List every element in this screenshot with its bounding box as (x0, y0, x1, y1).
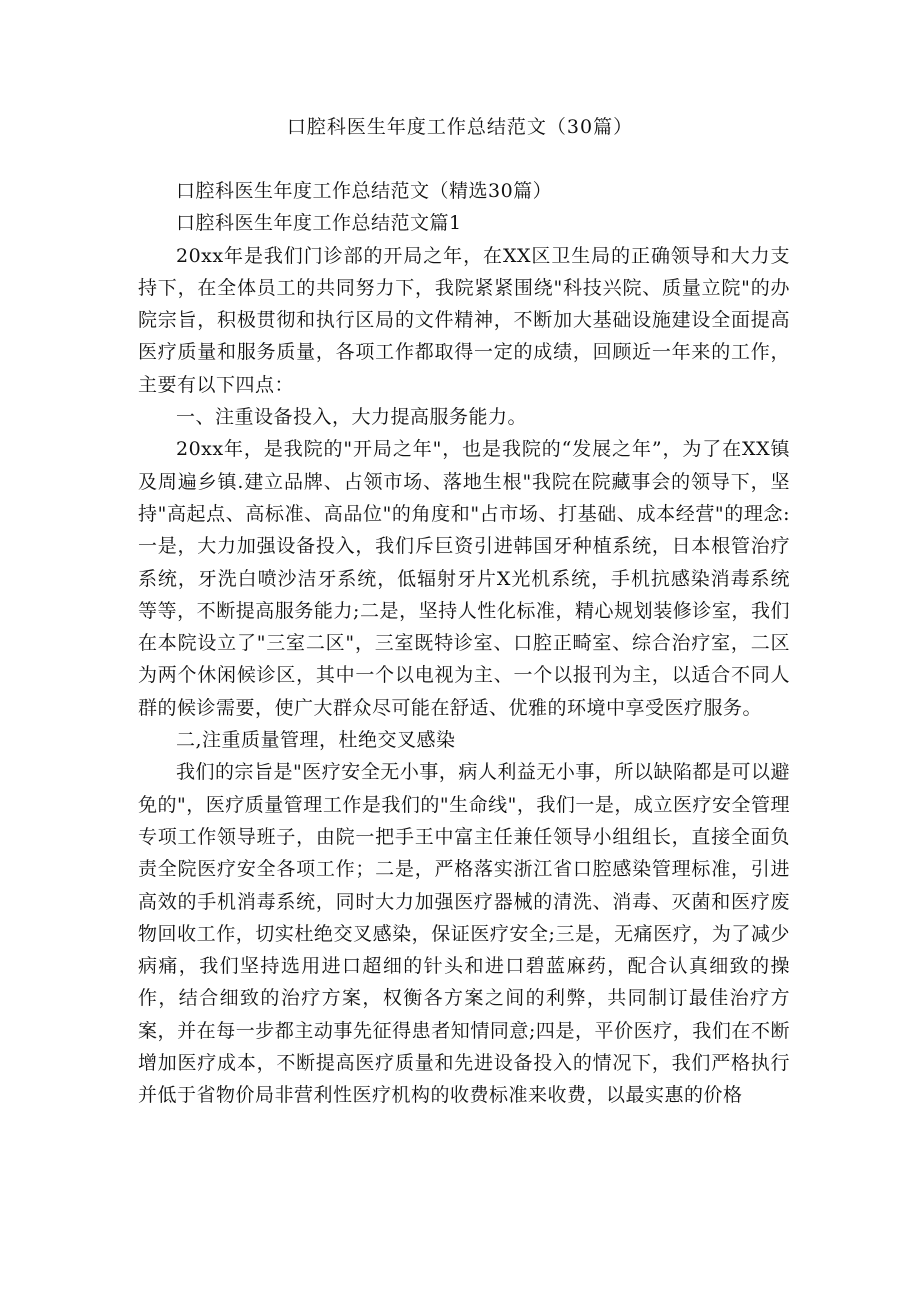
document-title: 口腔科医生年度工作总结范文（30篇） (286, 116, 634, 138)
heading-article-1: 口腔科医生年度工作总结范文篇1 (176, 212, 462, 235)
section-heading-1: 一、注重设备投入，大力提高服务能力。 (176, 406, 528, 429)
document-body (138, 175, 790, 1112)
heading-collection: 口腔科医生年度工作总结范文（精选30篇） (176, 180, 553, 202)
section-heading-2: 二,注重质量管理，杜绝交叉感染 (176, 729, 456, 752)
body-paragraph: 20xx年，是我院的"开局之年"，也是我院的“发展之年”，为了在XX镇及周遍乡镇.建立品牌、占领市场、落地生根"我院在院藏事会的领导下，坚持"高起点、高标准、高品位"的角度和"占市场、打基础、成本经营"的理念:一是，大力加强设备投入，我们斥巨资引进韩国牙种植系统，日本根管治疗系统，牙洗白喷沙洁牙系统，低辐射牙片X光机系统，手机抗感染消毒系统等等，不断提高服务能力;二是，坚持人性化标准，精心规划装修诊室，我们在本院设立了"三室二区"，三室既特诊室、口腔正畸室、综合治疗室，二区为两个休闲候诊区，其中一个以电视为主、一个以报刊为主，以适合不同人群的候诊需要，使广大群众尽可能在舒适、优雅的环境中享受医疗服务。 (138, 438, 790, 719)
body-paragraph: 20xx年是我们门诊部的开局之年，在XX区卫生局的正确领导和大力支持下，在全体员工的共同努力下，我院紧紧围绕"科技兴院、质量立院"的办院宗旨，积极贯彻和执行区局的文件精神，不断加大基础设施建设全面提高医疗质量和服务质量，各项工作都取得一定的成绩，回顾近一年来的工作，主要有以下四点： (138, 244, 790, 396)
body-paragraph: 我们的宗旨是"医疗安全无小事，病人利益无小事，所以缺陷都是可以避免的"，医疗质量管理工作是我们的"生命线"，我们一是，成立医疗安全管理专项工作领导班子，由院一把手王中富主任兼任领导小组组长，直接全面负责全院医疗安全各项工作；二是，严格落实浙江省口腔感染管理标准，引进高效的手机消毒系统，同时大力加强医疗器械的清洗、消毒、灭菌和医疗废物回收工作，切实杜绝交叉感染，保证医疗安全;三是，无痛医疗，为了减少病痛，我们坚持选用进口超细的针头和进口碧蓝麻药，配合认真细致的操作，结合细致的治疗方案，权衡各方案之间的利弊，共同制订最佳治疗方案，并在每一步都主动事先征得患者知情同意;四是，平价医疗，我们在不断增加医疗成本，不断提高医疗质量和先进设备投入的情况下，我们严格执行并低于省物价局非营利性医疗机构的收费标准来收费，以最实惠的价格 (138, 761, 790, 1107)
